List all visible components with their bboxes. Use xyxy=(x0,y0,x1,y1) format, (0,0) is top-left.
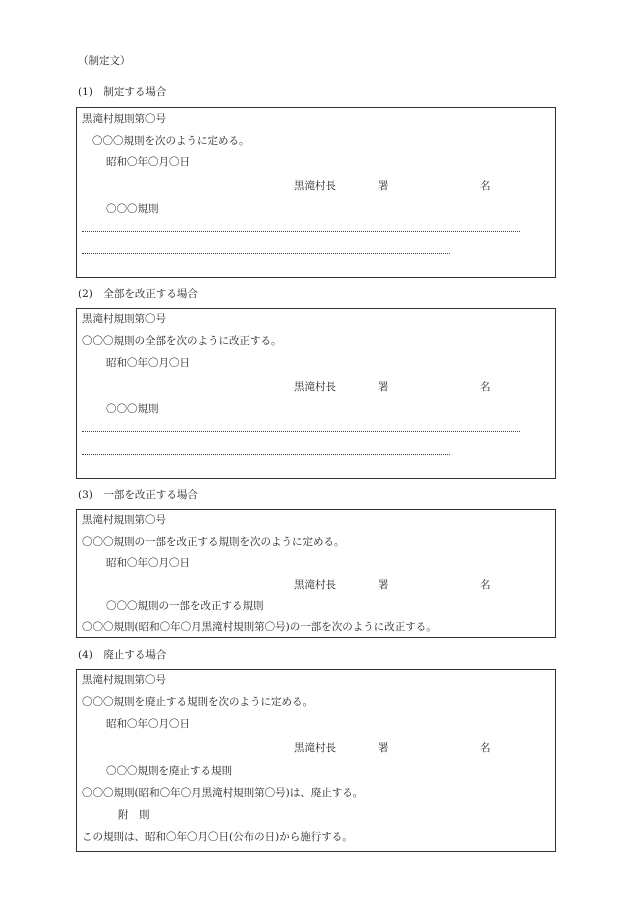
section-1-rule-number: 黒滝村規則第〇号 xyxy=(82,113,166,125)
section-4-heading: (4) 廃止する場合 xyxy=(78,649,167,661)
section-2-heading: (2) 全部を改正する場合 xyxy=(78,288,198,300)
intro-text: （制定文） xyxy=(78,55,131,67)
section-2-mayor: 黒滝村長 xyxy=(294,381,336,393)
section-3-body: 〇〇〇規則(昭和〇年〇月黒滝村規則第〇号)の一部を次のように改正する。 xyxy=(82,621,437,633)
section-4-enact-phrase: 〇〇〇規則を廃止する規則を次のように定める。 xyxy=(82,696,313,708)
section-1-enact-phrase: 〇〇〇規則を次のように定める。 xyxy=(92,135,250,147)
section-4-body: 〇〇〇規則(昭和〇年〇月黒滝村規則第〇号)は、廃止する。 xyxy=(82,787,364,799)
section-3-heading: (3) 一部を改正する場合 xyxy=(78,489,198,501)
section-4-sign-label: 署 xyxy=(378,742,389,754)
section-2-rule-number: 黒滝村規則第〇号 xyxy=(82,313,166,325)
section-4-date: 昭和〇年〇月〇日 xyxy=(106,718,190,730)
section-3-box xyxy=(76,509,556,638)
section-2-sign-label: 署 xyxy=(378,381,389,393)
section-2-dotted-line-1 xyxy=(82,429,520,432)
section-4-mayor: 黒滝村長 xyxy=(294,742,336,754)
section-4-rule-title: 〇〇〇規則を廃止する規則 xyxy=(106,765,232,777)
section-2-rule-title: 〇〇〇規則 xyxy=(106,403,159,415)
section-2-name-label: 名 xyxy=(480,381,491,393)
section-1-mayor: 黒滝村長 xyxy=(294,180,336,192)
section-1-date: 昭和〇年〇月〇日 xyxy=(106,156,190,168)
section-4-supplementary-heading: 附 則 xyxy=(118,809,150,821)
section-1-dotted-line-2 xyxy=(82,251,450,254)
section-3-date: 昭和〇年〇月〇日 xyxy=(106,557,190,569)
section-3-rule-number: 黒滝村規則第〇号 xyxy=(82,514,166,526)
section-4-name-label: 名 xyxy=(480,742,491,754)
section-1-name-label: 名 xyxy=(480,180,491,192)
section-2-date: 昭和〇年〇月〇日 xyxy=(106,357,190,369)
section-1-rule-title: 〇〇〇規則 xyxy=(106,203,159,215)
section-3-enact-phrase: 〇〇〇規則の一部を改正する規則を次のように定める。 xyxy=(82,536,345,548)
section-3-sign-label: 署 xyxy=(378,579,389,591)
section-1-dotted-line-1 xyxy=(82,229,520,232)
section-4-rule-number: 黒滝村規則第〇号 xyxy=(82,674,166,686)
section-3-name-label: 名 xyxy=(480,579,491,591)
section-2-enact-phrase: 〇〇〇規則の全部を次のように改正する。 xyxy=(82,335,282,347)
section-1-sign-label: 署 xyxy=(378,180,389,192)
section-3-rule-title: 〇〇〇規則の一部を改正する規則 xyxy=(106,600,264,612)
section-3-mayor: 黒滝村長 xyxy=(294,579,336,591)
section-4-supplementary-text: この規則は、昭和〇年〇月〇日(公布の日)から施行する。 xyxy=(82,831,353,843)
section-2-dotted-line-2 xyxy=(82,452,450,455)
section-1-heading: (1) 制定する場合 xyxy=(78,86,167,98)
